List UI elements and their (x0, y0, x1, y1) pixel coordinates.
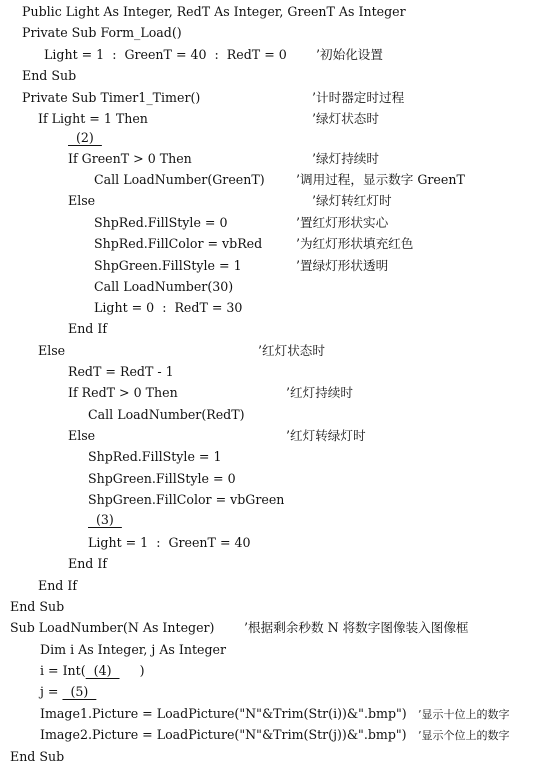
code-text: Private Sub Timer1_Timer() (22, 90, 201, 105)
code-text: j = (40, 684, 63, 699)
code-text: ShpGreen.FillStyle = 1 (94, 258, 242, 273)
code-text: If RedT > 0 Then (68, 385, 178, 400)
code-line (94, 258, 242, 274)
code-text: Else (68, 428, 96, 443)
code-line (94, 279, 233, 295)
code-text: i = Int( (40, 663, 86, 678)
code-comment: ’红灯状态时 (258, 343, 325, 358)
code-line (94, 236, 262, 252)
code-line (88, 407, 245, 423)
code-line (10, 620, 214, 636)
fill-in-blank: (3) (88, 512, 122, 527)
code-text: Image2.Picture = LoadPicture("N"&Trim(Str(j))&".bmp") (40, 727, 407, 742)
code-text: ) (135, 663, 145, 678)
code-text: If Light = 1 Then (38, 111, 148, 126)
code-text: Else (38, 343, 66, 358)
code-line (22, 25, 182, 41)
code-text: Private Sub Form_Load() (22, 25, 182, 40)
code-text: Public Light As Integer, RedT As Integer, GreenT As Integer (22, 4, 406, 19)
code-line (10, 749, 64, 765)
code-line (10, 599, 64, 615)
code-text: End If (68, 321, 108, 336)
code-text: ShpRed.FillStyle = 0 (94, 215, 228, 230)
code-line (88, 471, 236, 487)
code-text: If GreenT > 0 Then (68, 151, 192, 166)
code-text: Else (68, 193, 96, 208)
code-line (68, 130, 116, 146)
code-comment: ’显示个位上的数字 (418, 729, 510, 742)
code-text: Image1.Picture = LoadPicture("N"&Trim(Str(i))&".bmp") (40, 706, 407, 721)
code-line (22, 68, 76, 84)
code-line (94, 215, 227, 231)
code-text: ShpGreen.FillStyle = 0 (88, 471, 236, 486)
code-text: ShpGreen.FillColor = vbGreen (88, 492, 285, 507)
fill-in-blank: (2) (68, 130, 102, 145)
code-text: Call LoadNumber(GreenT) (94, 172, 265, 187)
code-line (40, 684, 110, 700)
code-line (40, 727, 407, 743)
code-comment: ’显示十位上的数字 (418, 708, 510, 721)
code-comment: ’红灯转绿灯时 (286, 428, 366, 443)
code-comment: ’置红灯形状实心 (296, 215, 389, 230)
code-text: RedT = RedT - 1 (68, 364, 174, 379)
code-text: End Sub (22, 68, 77, 83)
code-line (88, 449, 221, 465)
code-comment: ’为红灯形状填充红色 (296, 236, 414, 251)
code-comment: ’置绿灯形状透明 (296, 258, 389, 273)
code-line (94, 300, 242, 316)
code-line (22, 4, 406, 20)
code-line (88, 535, 251, 551)
code-comment: ’绿灯持续时 (312, 151, 379, 166)
code-line (68, 385, 178, 401)
code-text: Call LoadNumber(RedT) (88, 407, 245, 422)
code-text: Light = 0 : RedT = 30 (94, 300, 243, 315)
code-text: Light = 1 : GreenT = 40 (88, 535, 251, 550)
code-text: End If (68, 556, 108, 571)
code-comment: ’红灯持续时 (286, 385, 353, 400)
code-line (40, 706, 407, 722)
code-line (38, 111, 148, 127)
code-line (68, 193, 95, 209)
code-text: Dim i As Integer, j As Integer (40, 642, 227, 657)
code-line (68, 364, 174, 380)
code-comment: ’计时器定时过程 (312, 90, 405, 105)
code-comment: ’调用过程，显示数字 GreenT (296, 172, 465, 187)
code-line (68, 556, 107, 572)
code-line (88, 512, 138, 528)
code-line (38, 578, 77, 594)
code-line (68, 151, 192, 167)
code-text: ShpRed.FillStyle = 1 (88, 449, 222, 464)
code-text: Light = 1 : GreenT = 40 : RedT = 0 (44, 47, 287, 62)
code-comment: ’绿灯转红灯时 (312, 193, 392, 208)
fill-in-blank: (5) (62, 684, 97, 699)
code-line (94, 172, 265, 188)
code-comment: ’根据剩余秒数 N 将数字图像装入图像框 (244, 620, 469, 635)
code-line (40, 663, 145, 679)
code-line (68, 428, 95, 444)
code-text: End If (38, 578, 78, 593)
code-line (22, 90, 200, 106)
code-text: End Sub (10, 599, 65, 614)
code-comment: ’初始化设置 (316, 47, 383, 62)
code-line (38, 343, 65, 359)
code-text: ShpRed.FillColor = vbRed (94, 236, 263, 251)
code-line (40, 642, 226, 658)
code-comment: ’绿灯状态时 (312, 111, 379, 126)
code-line (88, 492, 284, 508)
fill-in-blank: (4) (85, 663, 120, 678)
code-line (68, 321, 107, 337)
code-text: Call LoadNumber(30) (94, 279, 234, 294)
code-text: End Sub (10, 749, 65, 764)
code-text: Sub LoadNumber(N As Integer) (10, 620, 215, 635)
code-line (44, 47, 287, 63)
